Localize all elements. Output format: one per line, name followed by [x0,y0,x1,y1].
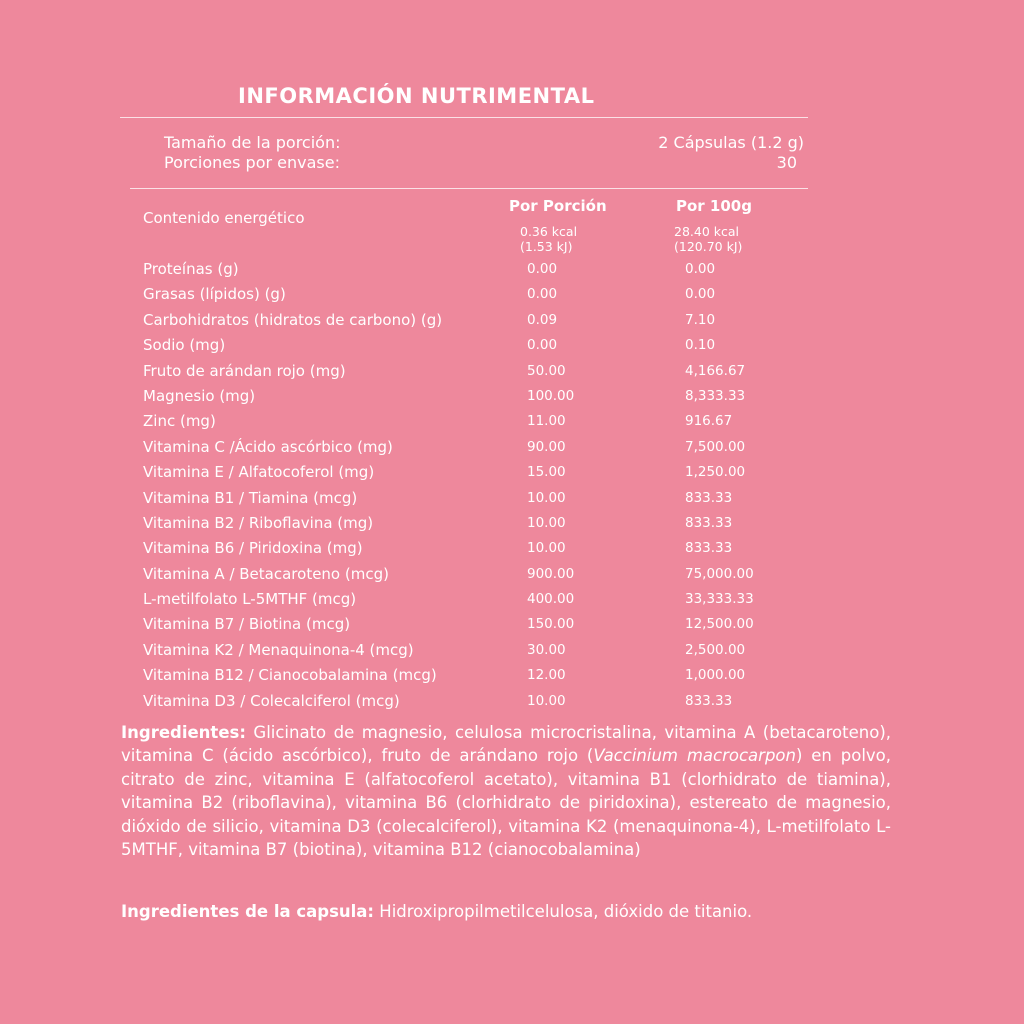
nutrient-name: Carbohidratos (hidratos de carbono) (g) [143,310,443,329]
nutrient-table [143,258,803,715]
divider-top [120,117,808,118]
ingredients-text-part1: Glicinato de magnesio, celulosa microcristalina, vitamina A (betacaroteno), vitamina C (ácido ascórbico), fruto de arándano rojo ( [121,723,891,766]
table-row [143,613,803,638]
serving-size-value: 2 Cápsulas (1.2 g) [658,133,804,152]
nutrient-name: Zinc (mg) [143,412,216,431]
servings-per-container-value: 30 [776,153,797,172]
nutrient-name: Vitamina B2 / Riboflavina (mg) [143,513,374,532]
nutrient-name: Fruto de arándan rojo (mg) [143,361,346,380]
table-row [143,512,803,537]
page-title: INFORMACIÓN NUTRIMENTAL [238,84,595,108]
energy-kj-per-100g: (120.70 kJ) [674,239,743,254]
per-portion-value: 0.09 [527,311,558,328]
ingredients-text-part2: ) en polvo, citrato de zinc, vitamina E (alfatocoferol acetato), vitamina B1 (clorhidrato de tiamina), vitamina B2 (riboflavina), vitamina B6 (clorhidrato de piridoxina), estereato de magnesio, dióxido de silicio, vitamina D3 (colecalciferol), vitamina K2 (menaquinona-4), L-metilfolato L-5MTHF, vitamina B7 (biotina), vitamina B12 (cianocobalamina) [121,746,892,860]
nutrient-name: Vitamina C /Ácido ascórbico (mg) [143,437,393,456]
per-portion-value: 10.00 [527,514,566,531]
energy-content-label: Contenido energético [143,209,305,227]
table-row [143,537,803,562]
capsule-ingredients-label: Ingredientes de la capsula: [121,902,375,921]
per-100g-value: 7,500.00 [685,438,746,455]
nutrient-name: Vitamina E / Alfatocoferol (mg) [143,463,375,482]
per-portion-value: 30.00 [527,641,566,658]
per-portion-value: 100.00 [527,387,575,404]
column-header-per-100g: Por 100g [676,197,752,215]
nutrient-name: Vitamina B6 / Piridoxina (mg) [143,539,363,558]
nutrient-name: Vitamina B12 / Cianocobalamina (mcg) [143,666,437,685]
per-100g-value: 916.67 [685,413,733,430]
per-portion-value: 10.00 [527,489,566,506]
per-portion-value: 400.00 [527,591,575,608]
servings-per-container-label: Porciones por envase: [164,153,340,172]
nutrient-name: Vitamina A / Betacaroteno (mcg) [143,564,389,583]
table-row [143,664,803,689]
ingredients-scientific-name: Vaccinium macrocarpon [593,746,796,766]
per-portion-value: 11.00 [527,413,566,430]
table-row [143,334,803,359]
per-portion-value: 15.00 [527,464,566,481]
per-100g-value: 0.00 [685,286,716,303]
per-100g-value: 0.00 [685,261,716,277]
servings-per-container-row [164,153,804,173]
nutrient-name: Proteínas (g) [143,260,239,278]
per-100g-value: 8,333.33 [685,387,746,404]
per-portion-value: 50.00 [527,362,566,379]
per-portion-value: 900.00 [527,565,575,582]
table-row [143,309,803,334]
table-row [143,410,803,435]
per-100g-value: 2,500.00 [685,641,746,658]
per-100g-value: 75,000.00 [685,565,754,582]
nutrient-name: Vitamina K2 / Menaquinona-4 (mcg) [143,640,414,659]
per-portion-value: 10.00 [527,540,566,557]
column-header-per-portion: Por Porción [509,197,607,215]
table-row [143,563,803,588]
per-portion-value: 0.00 [527,261,558,277]
table-row [143,283,803,308]
nutrient-name: Grasas (lípidos) (g) [143,285,286,304]
nutrient-name: Vitamina B1 / Tiamina (mcg) [143,488,358,507]
per-portion-value: 12.00 [527,667,566,684]
nutrient-name: Vitamina B7 / Biotina (mcg) [143,615,351,634]
table-row [143,588,803,613]
energy-value-per-100g [674,224,742,254]
table-row [143,360,803,385]
nutrient-name: Sodio (mg) [143,336,226,355]
per-portion-value: 90.00 [527,438,566,455]
table-row [143,385,803,410]
divider-middle [130,188,808,189]
per-100g-value: 1,000.00 [685,667,746,684]
table-row [143,258,803,283]
per-100g-value: 33,333.33 [685,591,754,608]
table-row [143,639,803,664]
serving-size-label: Tamaño de la porción: [164,133,341,152]
per-100g-value: 1,250.00 [685,464,746,481]
nutrient-name: L-metilfolato L-5MTHF (mcg) [143,590,357,609]
per-100g-value: 12,500.00 [685,616,754,633]
per-100g-value: 833.33 [685,692,733,709]
ingredients-label: Ingredientes: [121,723,246,742]
table-row [143,461,803,486]
energy-value-per-portion [520,224,577,254]
serving-size-row [164,133,804,153]
per-portion-value: 0.00 [527,337,558,354]
per-100g-value: 7.10 [685,311,716,328]
per-100g-value: 4,166.67 [685,362,746,379]
capsule-ingredients-text: Hidroxipropilmetilcelulosa, dióxido de titanio. [374,902,753,921]
nutrient-name: Magnesio (mg) [143,386,256,405]
per-100g-value: 833.33 [685,514,733,531]
capsule-ingredients-paragraph [121,900,901,923]
per-portion-value: 0.00 [527,286,558,303]
per-100g-value: 833.33 [685,489,733,506]
per-portion-value: 150.00 [527,616,575,633]
per-100g-value: 0.10 [685,337,716,354]
table-row [143,690,803,715]
nutrient-name: Vitamina D3 / Colecalciferol (mcg) [143,691,400,710]
energy-kj-per-portion: (1.53 kJ) [520,239,573,254]
table-row [143,487,803,512]
table-row [143,436,803,461]
per-100g-value: 833.33 [685,540,733,557]
per-portion-value: 10.00 [527,692,566,709]
energy-kcal-per-100g: 28.40 kcal [674,224,740,239]
ingredients-paragraph [121,721,891,861]
energy-kcal-per-portion: 0.36 kcal [520,224,578,239]
